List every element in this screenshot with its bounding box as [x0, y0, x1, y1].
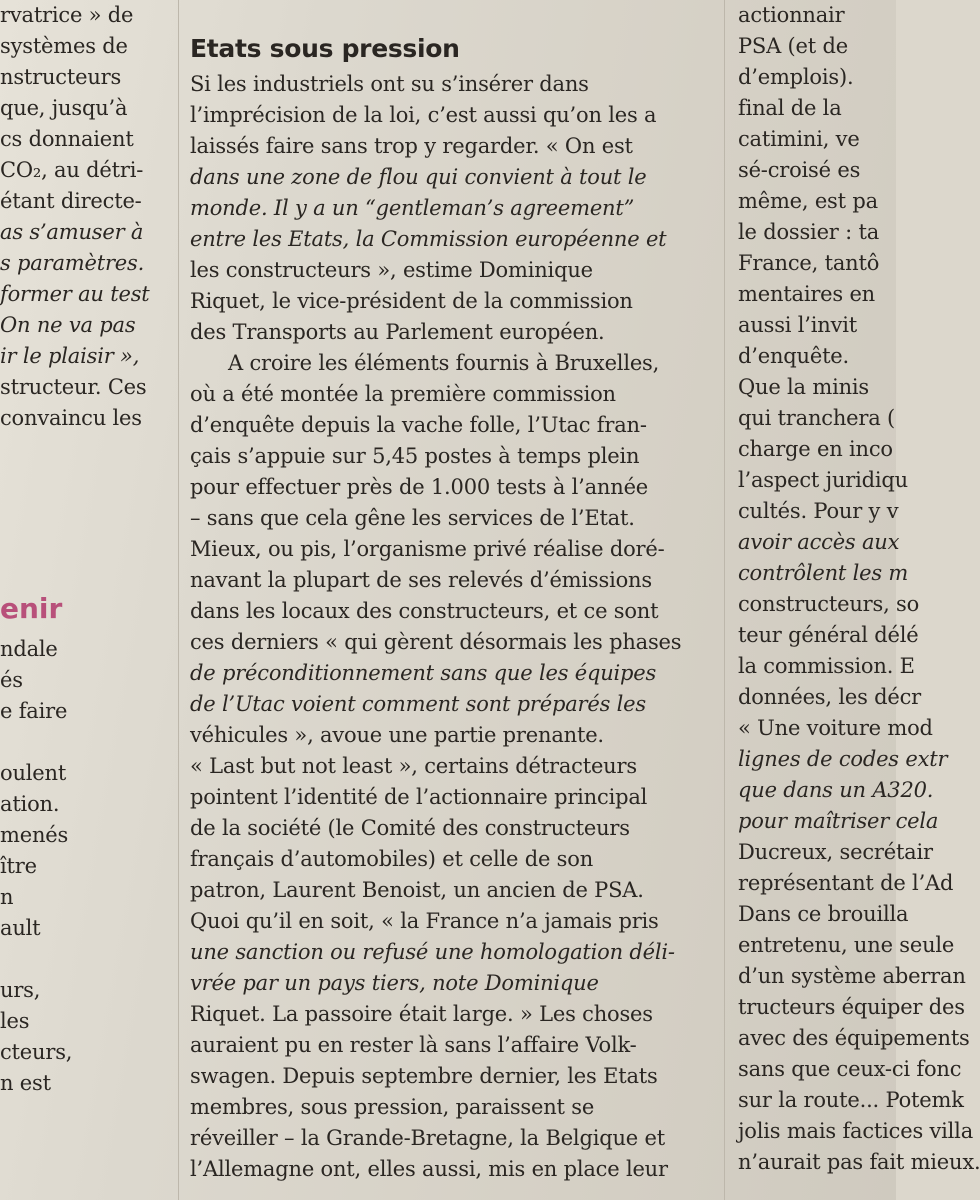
text-line: constructeurs, so — [738, 592, 920, 616]
text-line: ndale — [0, 637, 58, 661]
text-line: Quoi qu’il en soit, « la France n’a jamais pris — [190, 909, 659, 933]
text-line: – sans que cela gêne les services de l’Etat. — [190, 506, 635, 530]
text-line: swagen. Depuis septembre dernier, les Etats — [190, 1064, 658, 1088]
text-line: la commission. E — [738, 654, 915, 678]
text-line: navant la plupart de ses relevés d’émissions — [190, 568, 652, 592]
column-rule-right — [724, 0, 725, 1200]
text-line: les — [0, 1009, 30, 1033]
text-line: d’emplois). — [738, 65, 854, 89]
text-line: avoir accès aux — [738, 530, 900, 554]
text-line: charge en inco — [738, 437, 893, 461]
text-line: ître — [0, 854, 37, 878]
text-line: PSA (et de — [738, 34, 848, 58]
text-line: français d’automobiles) et celle de son — [190, 847, 594, 871]
text-line: menés — [0, 823, 69, 847]
text-line: réveiller – la Grande-Bretagne, la Belgique et — [190, 1126, 665, 1150]
text-line: entretenu, une seule — [738, 933, 955, 957]
text-line: as s’amuser à — [0, 220, 144, 244]
text-line: aussi l’invit — [738, 313, 858, 337]
text-line: Que la minis — [738, 375, 870, 399]
text-line: nstructeurs — [0, 65, 122, 89]
text-line: que, jusqu’à — [0, 96, 128, 120]
text-line: véhicules », avoue une partie prenante. — [190, 723, 604, 747]
text-line: és — [0, 668, 23, 692]
text-line: Riquet, le vice-président de la commission — [190, 289, 633, 313]
text-line: n est — [0, 1071, 51, 1095]
text-line: France, tantô — [738, 251, 880, 275]
text-line: d’enquête depuis la vache folle, l’Utac fran- — [190, 413, 647, 437]
text-line: qui tranchera ( — [738, 406, 896, 430]
text-line: contrôlent les m — [738, 561, 909, 585]
text-line: Riquet. La passoire était large. » Les choses — [190, 1002, 653, 1026]
text-line: e faire — [0, 699, 68, 723]
text-line: pointent l’identité de l’actionnaire principal — [190, 785, 648, 809]
text-line: cteurs, — [0, 1040, 73, 1064]
text-line: de la société (le Comité des constructeurs — [190, 816, 630, 840]
text-line: cultés. Pour y v — [738, 499, 899, 523]
text-line: patron, Laurent Benoist, un ancien de PSA. — [190, 878, 644, 902]
text-line: où a été montée la première commission — [190, 382, 616, 406]
text-line: urs, — [0, 978, 41, 1002]
text-line: membres, sous pression, paraissent se — [190, 1095, 595, 1119]
text-line: l’Allemagne ont, elles aussi, mis en place leur — [190, 1157, 668, 1181]
text-line: jolis mais factices villa — [738, 1119, 974, 1143]
text-line: convaincu les — [0, 406, 142, 430]
text-line: l’aspect juridiqu — [738, 468, 908, 492]
text-line: lignes de codes extr — [738, 747, 948, 771]
text-line: étant directe- — [0, 189, 142, 213]
text-line: le dossier : ta — [738, 220, 880, 244]
text-line: structeur. Ces — [0, 375, 147, 399]
text-line: que dans un A320. — [738, 778, 934, 802]
text-line: entre les Etats, la Commission européenne et — [190, 227, 667, 251]
text-line: CO₂, au détri- — [0, 158, 144, 182]
text-line: une sanction ou refusé une homologation déli- — [190, 940, 675, 964]
text-line: vrée par un pays tiers, note Dominique — [190, 971, 599, 995]
text-line: mentaires en — [738, 282, 876, 306]
text-line: Mieux, ou pis, l’organisme privé réalise doré- — [190, 537, 665, 561]
text-line: représentant de l’Ad — [738, 871, 954, 895]
text-line: n — [0, 885, 14, 909]
text-line: d’enquête. — [738, 344, 850, 368]
text-line: pour maîtriser cela — [738, 809, 939, 833]
column-rule-left — [178, 0, 179, 1200]
text-line: de préconditionnement sans que les équipes — [190, 661, 657, 685]
text-line: catimini, ve — [738, 127, 860, 151]
text-line: sans que ceux-ci fonc — [738, 1057, 962, 1081]
text-line: n’aurait pas fait mieux. — [738, 1150, 980, 1174]
text-line: cs donnaient — [0, 127, 134, 151]
text-line: sé-croisé es — [738, 158, 861, 182]
text-line: oulent — [0, 761, 67, 785]
text-line: s paramètres. — [0, 251, 145, 275]
text-line: pour effectuer près de 1.000 tests à l’année — [190, 475, 649, 499]
text-line: monde. Il y a un “gentleman’s agreement” — [190, 196, 635, 220]
text-line: données, les décr — [738, 685, 921, 709]
text-line: sur la route... Potemk — [738, 1088, 964, 1112]
text-line: laissés faire sans trop y regarder. « On est — [190, 134, 633, 158]
text-line: d’un système aberran — [738, 964, 966, 988]
text-line: avec des équipements — [738, 1026, 970, 1050]
text-line: Ducreux, secrétair — [738, 840, 933, 864]
text-line: ces derniers « qui gèrent désormais les phases — [190, 630, 682, 654]
left-column — [0, 0, 172, 1099]
text-line: l’imprécision de la loi, c’est aussi qu’on les a — [190, 103, 657, 127]
text-line: teur général délé — [738, 623, 919, 647]
text-line: « Last but not least », certains détracteurs — [190, 754, 637, 778]
text-line — [190, 38, 720, 69]
text-line: A croire les éléments fournis à Bruxelles, — [228, 351, 660, 375]
article-body — [190, 38, 720, 1185]
text-line: Dans ce brouilla — [738, 902, 909, 926]
text-line — [0, 727, 172, 758]
article-heading: Etats sous pression — [190, 34, 460, 63]
text-line: final de la — [738, 96, 842, 120]
text-line: les constructeurs », estime Dominique — [190, 258, 593, 282]
text-line: former au test — [0, 282, 150, 306]
right-column — [738, 0, 980, 1178]
text-line: tructeurs équiper des — [738, 995, 965, 1019]
text-line: çais s’appuie sur 5,45 postes à temps plein — [190, 444, 640, 468]
text-line: ir le plaisir », — [0, 344, 140, 368]
text-line: même, est pa — [738, 189, 878, 213]
text-line — [0, 944, 172, 975]
text-line: ation. — [0, 792, 60, 816]
text-line: des Transports au Parlement européen. — [190, 320, 605, 344]
text-line: actionnair — [738, 3, 845, 27]
text-line: ault — [0, 916, 41, 940]
text-line: On ne va pas — [0, 313, 136, 337]
text-line: auraient pu en rester là sans l’affaire Volk- — [190, 1033, 637, 1057]
text-line: systèmes de — [0, 34, 128, 58]
left-column-kicker: enir — [0, 592, 63, 625]
text-line: Si les industriels ont su s’insérer dans — [190, 72, 589, 96]
text-line: dans les locaux des constructeurs, et ce sont — [190, 599, 659, 623]
text-line: de l’Utac voient comment sont préparés les — [190, 692, 646, 716]
text-line: rvatrice » de — [0, 3, 134, 27]
text-line: « Une voiture mod — [738, 716, 933, 740]
text-line: dans une zone de flou qui convient à tout le — [190, 165, 647, 189]
